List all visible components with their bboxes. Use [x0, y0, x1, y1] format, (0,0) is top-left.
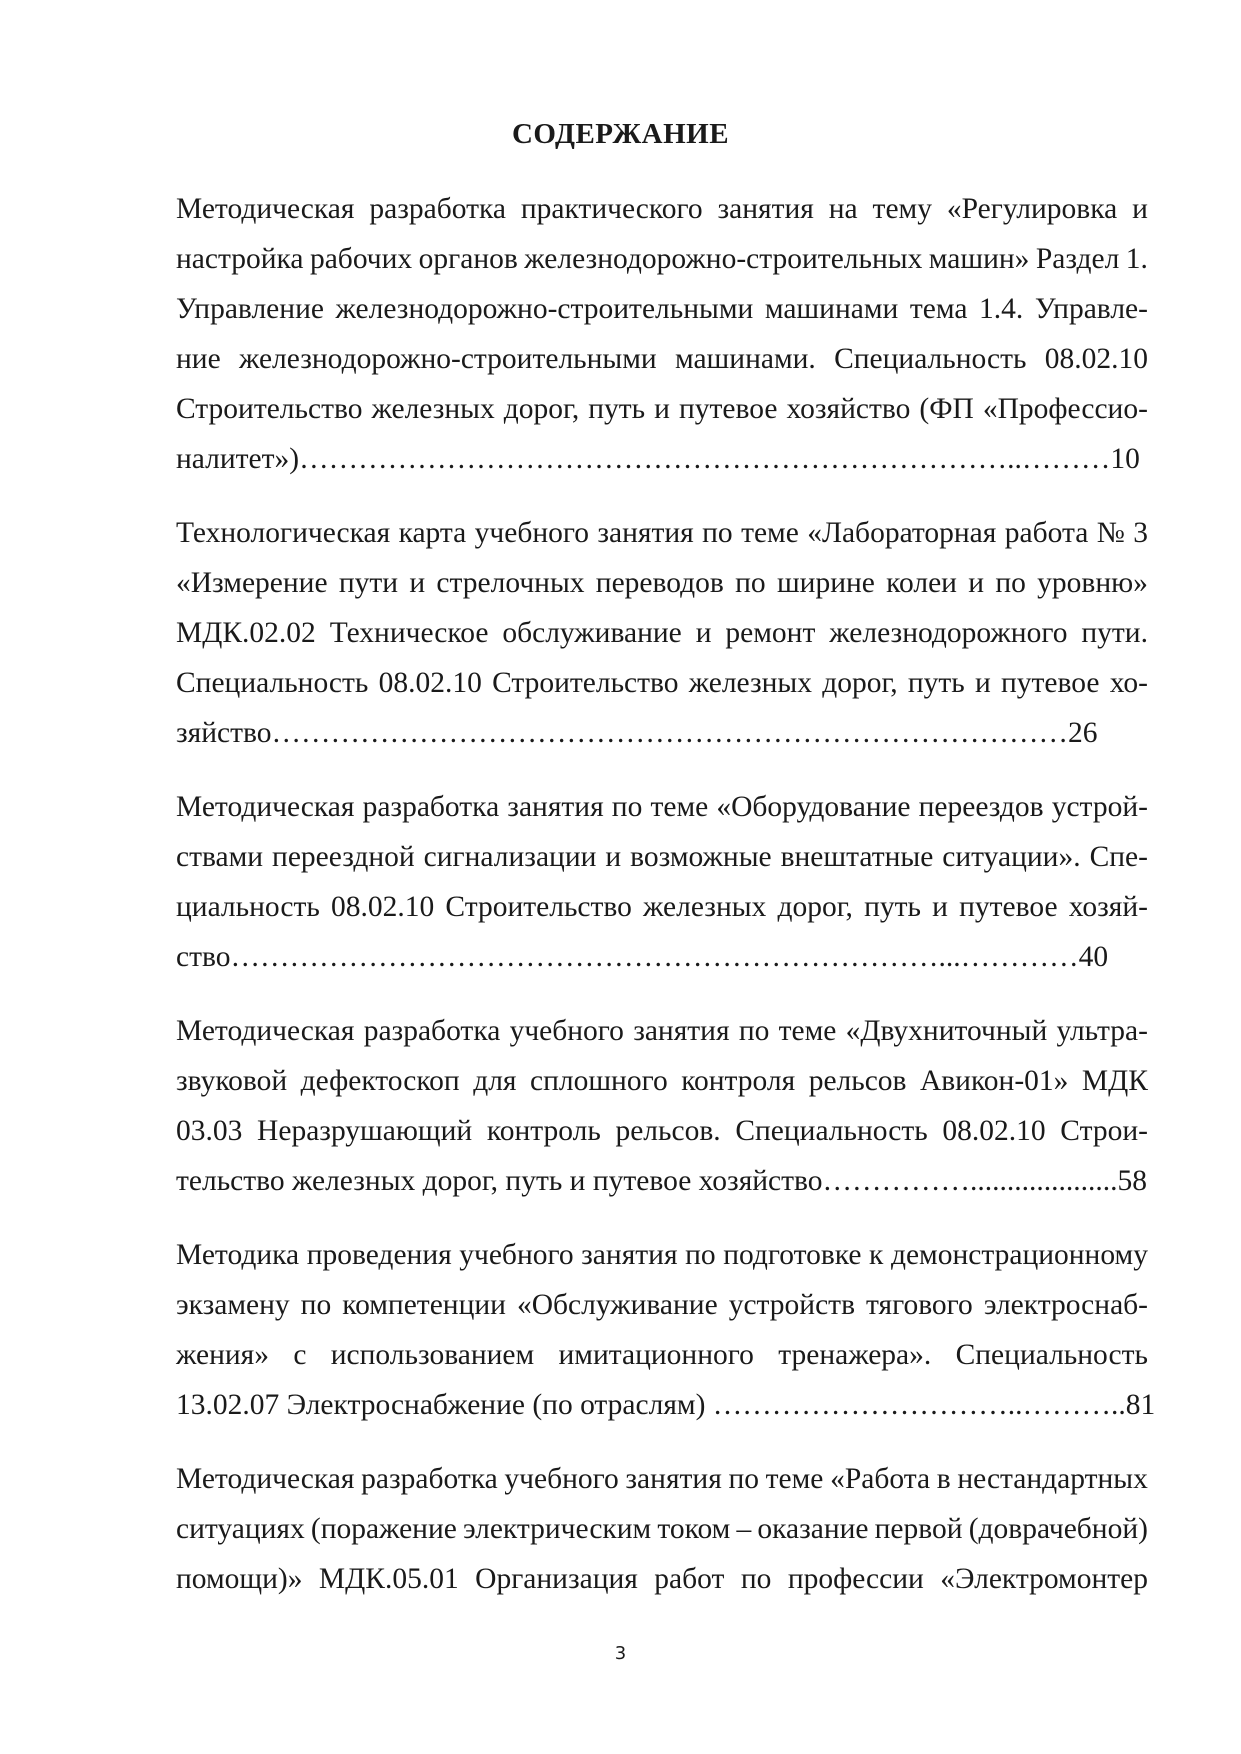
word: разработка [361, 1463, 498, 1495]
toc-line [176, 558, 1148, 608]
word: рельсов. [615, 1115, 721, 1147]
word: ультра- [1056, 1015, 1148, 1047]
toc-line-with-page: 13.02.07 Электроснабжение (по отраслям) …………………………..………..81 [176, 1389, 1156, 1421]
word: дефектоскоп [300, 1065, 460, 1097]
word: № [1096, 517, 1125, 549]
word: и [695, 617, 712, 649]
word: по [740, 1563, 772, 1595]
word: оказание [757, 1513, 869, 1545]
word: дорог, [822, 667, 898, 699]
word: учебного [459, 1239, 574, 1271]
word: Методическая [176, 193, 355, 225]
word: проведения [306, 1239, 452, 1271]
word: 1.4. [979, 293, 1024, 325]
word: практического [520, 193, 703, 225]
word: Методическая [176, 1463, 355, 1495]
word: «Электромонтер [940, 1563, 1148, 1595]
toc-line [176, 334, 1148, 384]
word: карта [398, 517, 467, 549]
word: переводов [595, 567, 724, 599]
word: подготовке [723, 1239, 862, 1271]
word: Методика [176, 1239, 300, 1271]
word: Строительство [492, 667, 679, 699]
word: путь [588, 393, 646, 425]
word: 08.02.10 [1044, 343, 1148, 375]
word: занятия [717, 193, 814, 225]
toc-line [176, 1230, 1148, 1280]
word: Управле- [1034, 293, 1148, 325]
toc-line [176, 882, 1148, 932]
word: по [735, 567, 766, 599]
word: теме [741, 517, 799, 549]
word: настройка [176, 243, 304, 275]
word: учебного [504, 1463, 619, 1495]
word: машинами [764, 293, 899, 325]
word: уровню» [1037, 567, 1148, 599]
word: Строительство [176, 393, 363, 425]
word: 08.02.10 [942, 1115, 1046, 1147]
word: устройств [728, 1289, 855, 1321]
word: железнодорожного [829, 617, 1068, 649]
word: занятия [581, 1239, 678, 1271]
word: 08.02.10 [330, 891, 435, 923]
word: электроснаб- [983, 1289, 1148, 1321]
word: МДК.02.02 [176, 617, 316, 649]
word: органов [418, 243, 518, 275]
word: Управление [176, 293, 324, 325]
word: пути [338, 567, 399, 599]
word: железных [371, 393, 495, 425]
word: учебного [509, 1015, 624, 1047]
word: «Работа [830, 1463, 931, 1495]
word: «Измерение [176, 567, 328, 599]
word: Неразрушающий [257, 1115, 473, 1147]
word: 1. [1125, 243, 1148, 275]
word: хозяйство [786, 393, 911, 425]
word: дорог, [777, 891, 853, 923]
word: и [932, 891, 948, 923]
word: по [685, 1239, 716, 1271]
word: по [702, 517, 733, 549]
toc-entry-4 [176, 1006, 1148, 1206]
toc-line-with-page: ство………………………………………………………………...…………40 [176, 941, 1109, 973]
word: теме [650, 791, 709, 823]
word: путь [907, 667, 965, 699]
word: Организация [475, 1563, 638, 1595]
word: Технологическая [176, 517, 391, 549]
word: по [300, 1289, 332, 1321]
word: занятия [625, 1463, 722, 1495]
word: экзамену [176, 1289, 290, 1321]
word: жения» [176, 1339, 269, 1371]
word: Строительство [445, 891, 632, 923]
toc-line [176, 1504, 1148, 1554]
word: Авикон-01» [919, 1065, 1069, 1097]
word: дорог, [503, 393, 580, 425]
word: ситуации». [942, 841, 1081, 873]
word: помощи)» [176, 1563, 303, 1595]
word: «Профессио- [982, 393, 1148, 425]
word: и [654, 393, 670, 425]
toc-line [176, 1280, 1148, 1330]
word: железных [688, 667, 813, 699]
word: по [738, 1015, 770, 1047]
toc-line [176, 184, 1148, 234]
toc-line [176, 1554, 1148, 1604]
word: тему [872, 193, 932, 225]
toc-line [176, 1056, 1148, 1106]
toc-line [176, 1006, 1148, 1056]
word: разработка [362, 791, 500, 823]
word: ширине [776, 567, 875, 599]
word: Специальность [735, 1115, 928, 1147]
word: путевое [959, 891, 1058, 923]
word: 3 [1133, 517, 1148, 549]
word: путевое [1001, 667, 1100, 699]
word: и [605, 841, 622, 873]
word: занятия [597, 517, 694, 549]
toc-line [176, 658, 1148, 708]
word: работ [654, 1563, 725, 1595]
word: в [936, 1463, 951, 1495]
word: тема [909, 293, 968, 325]
toc-line-with-page: тельство железных дорог, путь и путевое хозяйство……………....................58 [176, 1165, 1148, 1197]
word: для [473, 1065, 517, 1097]
word: по [728, 1463, 759, 1495]
toc-line-with-page: налитет»)………………………………………………………………..………10 [176, 443, 1140, 475]
word: колеи [886, 567, 957, 599]
word: на [828, 193, 858, 225]
word: Спе- [1089, 841, 1148, 873]
word: к [869, 1239, 884, 1271]
word: ремонт [725, 617, 816, 649]
word: Техническое [329, 617, 489, 649]
word: контроль [486, 1115, 601, 1147]
word: Специальность [834, 343, 1027, 375]
word: сигнализации [423, 841, 597, 873]
word: железнодорожно-строительными [238, 343, 657, 375]
word: использованием [330, 1339, 535, 1371]
word: и [974, 667, 991, 699]
word: «Лабораторная [807, 517, 997, 549]
word: разработка [369, 193, 506, 225]
toc-line [176, 384, 1148, 434]
word: переездной [272, 841, 415, 873]
toc-entry-5 [176, 1230, 1156, 1430]
word: компетенции [342, 1289, 506, 1321]
word: «Оборудование [716, 791, 911, 823]
word: ние [176, 343, 221, 375]
word: – [736, 1513, 752, 1545]
word: тягового [866, 1289, 973, 1321]
word: разработка [363, 1015, 501, 1047]
word: «Двухниточный [845, 1015, 1048, 1047]
word: (ФП [919, 393, 974, 425]
word: ситуациях [176, 1513, 305, 1545]
word: Специальность [955, 1339, 1148, 1371]
toc-list [176, 184, 1156, 1628]
word: циальность [176, 891, 320, 923]
toc-line [176, 234, 1148, 284]
word: машинами. [675, 343, 816, 375]
word: путь [864, 891, 921, 923]
word: первой [874, 1513, 963, 1545]
word: сплошного [529, 1065, 668, 1097]
word: переездов [918, 791, 1044, 823]
word: хо- [1109, 667, 1148, 699]
word: звуковой [176, 1065, 288, 1097]
toc-line [176, 508, 1148, 558]
toc-line [176, 608, 1148, 658]
toc-line [176, 1106, 1148, 1156]
word: нестандартных [957, 1463, 1148, 1495]
page-number: 3 [614, 1643, 627, 1664]
word: устрой- [1051, 791, 1148, 823]
word: 08.02.10 [378, 667, 482, 699]
word: внештатные [780, 841, 934, 873]
word: железнодорожно-строительных [524, 243, 923, 275]
word: ствами [176, 841, 264, 873]
word: Методическая [176, 1015, 355, 1047]
word: 03.03 [176, 1115, 243, 1147]
word: машин» [928, 243, 1030, 275]
toc-line-with-page: зяйство………………………………………………………………………26 [176, 717, 1098, 749]
word: пути. [1081, 617, 1148, 649]
word: работа [1004, 517, 1089, 549]
word: тренажера». [778, 1339, 932, 1371]
word: по [611, 791, 643, 823]
word: имитационного [558, 1339, 754, 1371]
page-title: СОДЕРЖАНИЕ [511, 118, 730, 150]
word: Строи- [1060, 1115, 1148, 1147]
toc-line [176, 832, 1148, 882]
word: и [409, 567, 426, 599]
toc-line [176, 284, 1148, 334]
word: Специальность [176, 667, 369, 699]
word: контроля [681, 1065, 796, 1097]
word: занятия [507, 791, 604, 823]
toc-entry-1 [176, 184, 1148, 484]
word: Методическая [176, 791, 355, 823]
word: железнодорожно-строительными [335, 293, 754, 325]
word: (доврачебной) [968, 1513, 1148, 1545]
word: рельсов [808, 1065, 907, 1097]
word: путевое [679, 393, 778, 425]
word: хозяй- [1068, 891, 1148, 923]
word: обслуживание [502, 617, 682, 649]
word: МДК [1081, 1065, 1148, 1097]
word: стрелочных [436, 567, 585, 599]
word: рабочих [309, 243, 413, 275]
word: занятия [633, 1015, 730, 1047]
word: профессии [787, 1563, 924, 1595]
word: теме [765, 1463, 824, 1495]
word: по [995, 567, 1026, 599]
word: МДК.05.01 [318, 1563, 459, 1595]
toc-entry-2 [176, 508, 1148, 758]
toc-line [176, 1454, 1148, 1504]
word: демонстрационному [890, 1239, 1148, 1271]
word: «Обслуживание [516, 1289, 718, 1321]
word: возможные [630, 841, 772, 873]
word: учебного [474, 517, 589, 549]
word: электрическим [462, 1513, 652, 1545]
word: железных [643, 891, 767, 923]
word: с [293, 1339, 307, 1371]
word: (поражение [310, 1513, 457, 1545]
word: «Регулировка [946, 193, 1118, 225]
word: Раздел [1035, 243, 1120, 275]
word: и [1132, 193, 1148, 225]
word: теме [778, 1015, 837, 1047]
toc-line [176, 782, 1148, 832]
toc-entry-6 [176, 1454, 1148, 1604]
toc-line [176, 1330, 1148, 1380]
word: и [968, 567, 985, 599]
word: током [657, 1513, 731, 1545]
toc-entry-3 [176, 782, 1148, 982]
